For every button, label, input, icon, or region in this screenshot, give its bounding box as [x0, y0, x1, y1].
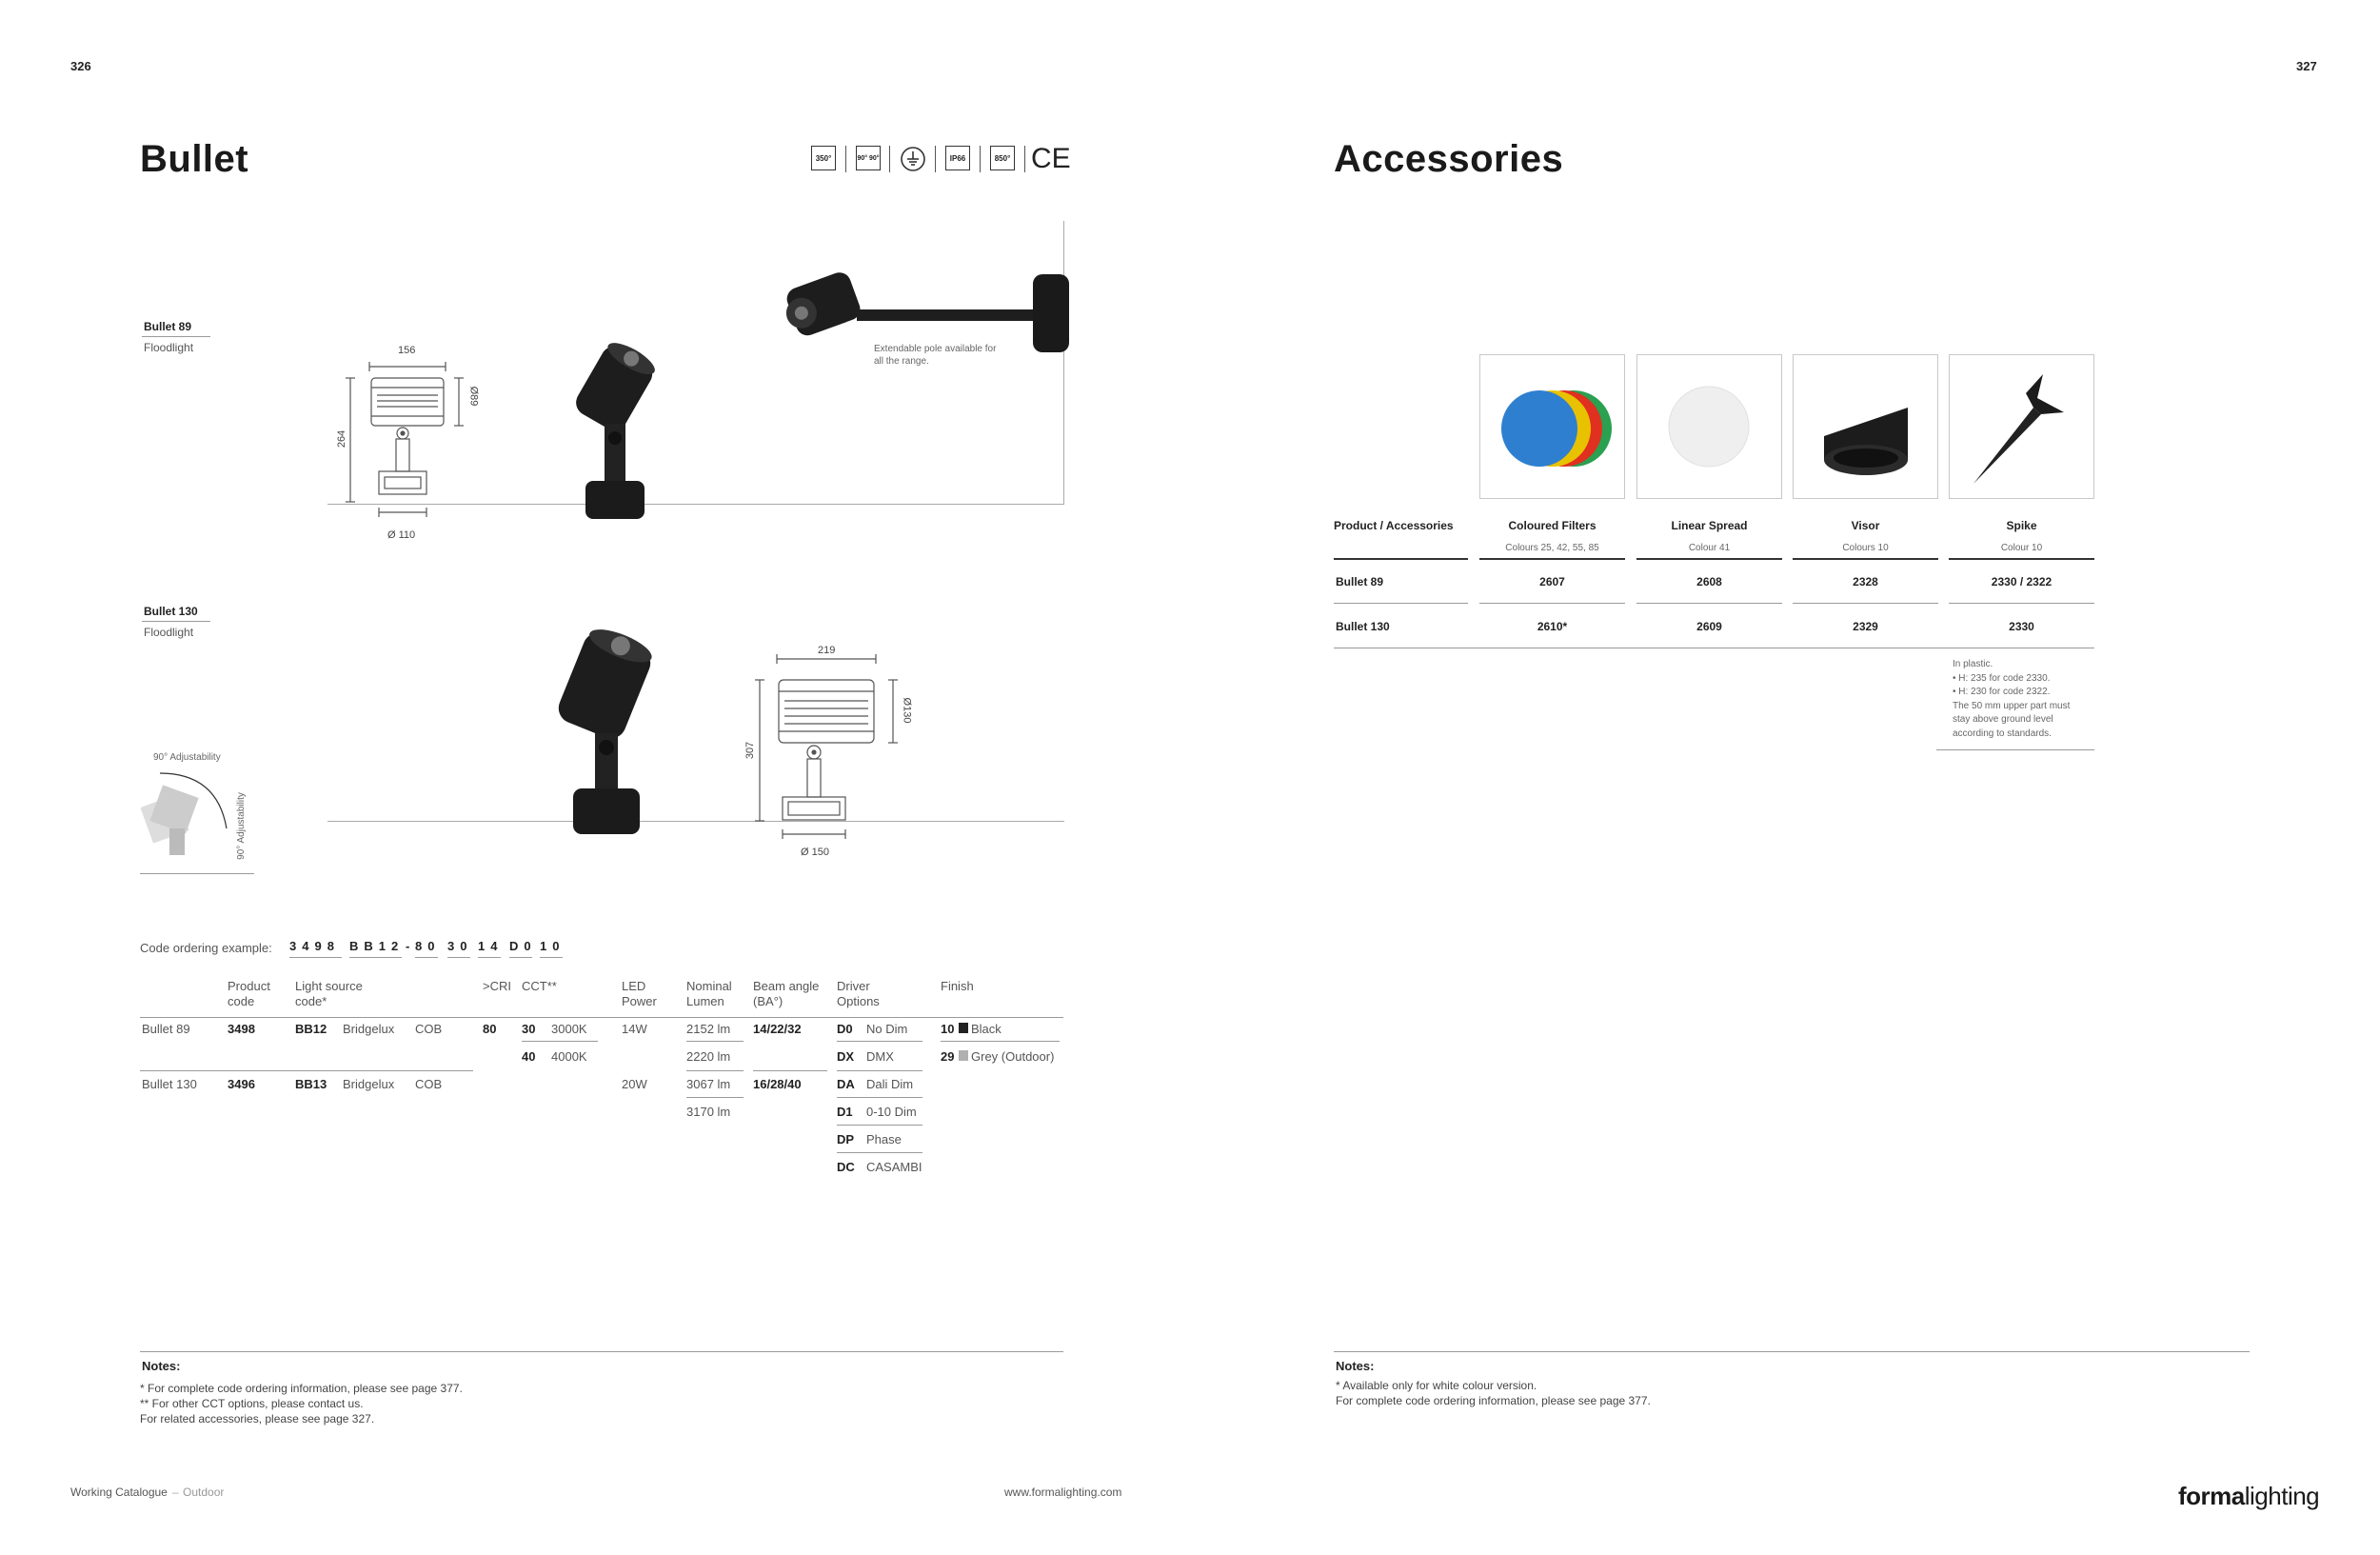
- driver-code-d1: D1: [837, 1105, 853, 1119]
- row-b89-ls-code: BB12: [295, 1022, 327, 1036]
- th-led-power: LED Power: [622, 979, 657, 1008]
- spike-image: [1949, 354, 2094, 499]
- row-b130-ls-code: BB13: [295, 1077, 327, 1091]
- row-b89-power: 14W: [622, 1022, 647, 1036]
- acc-b89-spike: 2330 / 2322: [1991, 575, 2053, 588]
- code-part-driver: D0: [509, 939, 537, 953]
- logo-lighting: lighting: [2244, 1482, 2320, 1510]
- bullet-89-product-render: [562, 343, 666, 533]
- row-b130-code: 3496: [228, 1077, 255, 1091]
- driver-label-no-dim: No Dim: [866, 1022, 908, 1036]
- th-nominal-lumen: Nominal Lumen: [686, 979, 732, 1008]
- b89-base-label: Ø 110: [387, 529, 416, 541]
- acc-b130-spread: 2609: [1696, 620, 1722, 633]
- row-b89-name: Bullet 89: [142, 1022, 190, 1036]
- b130-diameter-label: Ø130: [901, 697, 913, 724]
- pole-note: Extendable pole available for all the range.: [874, 344, 997, 367]
- th-product-code: Product code: [228, 979, 270, 1008]
- row-b89-beam: 14/22/32: [753, 1022, 802, 1036]
- lumen-1: 2152 lm: [686, 1022, 731, 1036]
- row-b130-name: Bullet 130: [142, 1077, 197, 1091]
- ce-mark-icon: CE: [1031, 143, 1071, 174]
- cct-code-30: 30: [522, 1022, 536, 1036]
- driver-code-d0: D0: [837, 1022, 853, 1036]
- spike-note-line-2: • H: 235 for code 2330.: [1953, 672, 2051, 684]
- th-cct: CCT**: [522, 979, 557, 993]
- b89-height-label: 264: [336, 429, 348, 449]
- row-b89-ls-type: COB: [415, 1022, 443, 1036]
- linear-spread-image: [1636, 354, 1782, 499]
- glow-wire-850-icon: 850°: [990, 146, 1015, 170]
- acc-row-b130-name: Bullet 130: [1336, 620, 1390, 633]
- row-b130-ls-brand: Bridgelux: [343, 1077, 395, 1091]
- driver-label-dali: Dali Dim: [866, 1077, 914, 1091]
- finish-swatch-grey: [959, 1050, 968, 1061]
- note-right-1: * Available only for white colour version.: [1336, 1379, 1537, 1392]
- adjust-side-label: 90° Adjustability: [235, 792, 247, 860]
- page-number-left: 326: [70, 59, 91, 73]
- col-visor-sub: Colours 10: [1842, 543, 1889, 553]
- finish-code-29: 29: [941, 1049, 955, 1064]
- driver-label-0-10: 0-10 Dim: [866, 1105, 917, 1119]
- code-part-cct: 30: [447, 939, 473, 953]
- code-part-dash: -: [406, 939, 410, 953]
- driver-label-dmx: DMX: [866, 1049, 894, 1064]
- acc-b130-visor: 2329: [1853, 620, 1878, 633]
- footer-section: Outdoor: [183, 1485, 225, 1499]
- product-name-bullet-130: Bullet 130: [144, 605, 198, 618]
- finish-code-10: 10: [941, 1022, 955, 1036]
- acc-header-label: Product / Accessories: [1334, 519, 1454, 532]
- footer-url[interactable]: www.formalighting.com: [1004, 1485, 1122, 1499]
- th-finish: Finish: [941, 979, 974, 993]
- row-b89-code: 3498: [228, 1022, 255, 1036]
- code-part-light-source: BB12: [349, 939, 405, 953]
- note-left-2: ** For other CCT options, please contact us.: [140, 1397, 364, 1410]
- bullet-130-product-render: [543, 628, 666, 843]
- acc-b89-filters: 2607: [1539, 575, 1565, 588]
- acc-b130-spike: 2330: [2009, 620, 2034, 633]
- ip66-icon: IP66: [945, 146, 970, 170]
- col-visor: Visor: [1851, 519, 1880, 532]
- b130-width-label: 219: [818, 645, 836, 656]
- notes-title-left: Notes:: [142, 1359, 181, 1373]
- spike-note-line-4: The 50 mm upper part must: [1953, 700, 2071, 711]
- th-light-source: Light source code*: [295, 979, 363, 1008]
- footer-separator: –: [172, 1485, 179, 1499]
- driver-label-phase: Phase: [866, 1132, 902, 1146]
- spike-note-line-5: stay above ground level: [1953, 714, 2053, 725]
- visor-image: [1793, 354, 1938, 499]
- col-linear-spread: Linear Spread: [1671, 519, 1748, 532]
- finish-label-grey: Grey (Outdoor): [971, 1049, 1055, 1064]
- col-spike: Spike: [2006, 519, 2037, 532]
- acc-row-b89-name: Bullet 89: [1336, 575, 1384, 588]
- lumen-2: 2220 lm: [686, 1049, 731, 1064]
- tilt-90-icon: 90° 90°: [856, 146, 881, 170]
- row-b89-ls-brand: Bridgelux: [343, 1022, 395, 1036]
- lumen-3: 3067 lm: [686, 1077, 731, 1091]
- code-part-finish: 10: [540, 939, 565, 953]
- driver-code-dp: DP: [837, 1132, 855, 1146]
- notes-title-right: Notes:: [1336, 1359, 1375, 1373]
- col-coloured-filters-sub: Colours 25, 42, 55, 85: [1505, 543, 1599, 553]
- col-coloured-filters: Coloured Filters: [1508, 519, 1597, 532]
- coloured-filters-image: [1479, 354, 1625, 499]
- row-b130-power: 20W: [622, 1077, 647, 1091]
- earth-ground-icon: [900, 146, 926, 172]
- product-type-bullet-130: Floodlight: [144, 626, 194, 639]
- spike-note-line-3: • H: 230 for code 2322.: [1953, 687, 2051, 697]
- product-type-bullet-89: Floodlight: [144, 341, 194, 354]
- logo-forma: forma: [2178, 1482, 2245, 1510]
- spike-note-line-1: In plastic.: [1953, 659, 1993, 669]
- th-beam-angle: Beam angle (BA°): [753, 979, 820, 1008]
- rotation-350-icon: 350°: [811, 146, 836, 170]
- page-title-bullet: Bullet: [140, 138, 249, 180]
- finish-swatch-black: [959, 1023, 968, 1033]
- col-spike-sub: Colour 10: [2000, 543, 2043, 553]
- acc-b130-filters: 2610*: [1537, 620, 1568, 633]
- b130-base-label: Ø 150: [801, 847, 829, 858]
- note-left-1: * For complete code ordering information, please see page 377.: [140, 1382, 463, 1395]
- driver-code-dx: DX: [837, 1049, 855, 1064]
- col-linear-spread-sub: Colour 41: [1688, 543, 1731, 553]
- bullet-130-dimension-drawing: [743, 638, 933, 867]
- note-right-2: For complete code ordering information, please see page 377.: [1336, 1394, 1651, 1407]
- page-number-right: 327: [2296, 59, 2317, 73]
- driver-code-da: DA: [837, 1077, 855, 1091]
- adjust-top-label: 90° Adjustability: [153, 752, 221, 763]
- driver-code-dc: DC: [837, 1160, 855, 1174]
- acc-b89-visor: 2328: [1853, 575, 1878, 588]
- formalighting-logo: [2178, 1482, 2319, 1511]
- footer-catalogue: Working Catalogue: [70, 1485, 168, 1499]
- adjustability-diagram: [141, 762, 246, 867]
- code-part-product: 3498: [289, 939, 340, 953]
- lumen-4: 3170 lm: [686, 1105, 731, 1119]
- cct-code-40: 40: [522, 1049, 536, 1064]
- code-example-label: Code ordering example:: [140, 941, 272, 955]
- code-part-beam: 14: [478, 939, 504, 953]
- row-b130-beam: 16/28/40: [753, 1077, 802, 1091]
- b130-height-label: 307: [744, 741, 757, 760]
- b89-width-label: 156: [398, 345, 416, 356]
- acc-b89-spread: 2608: [1696, 575, 1722, 588]
- b89-diameter-label: Ø89: [467, 386, 480, 407]
- row-cri: 80: [483, 1022, 497, 1036]
- driver-label-casambi: CASAMBI: [866, 1160, 922, 1174]
- product-name-bullet-89: Bullet 89: [144, 320, 192, 333]
- note-left-3: For related accessories, please see page 327.: [140, 1412, 375, 1425]
- cct-value-4000k: 4000K: [551, 1049, 587, 1064]
- bullet-89-dimension-drawing: [324, 338, 514, 548]
- th-driver: Driver Options: [837, 979, 880, 1008]
- finish-label-black: Black: [971, 1022, 1002, 1036]
- row-b130-ls-type: COB: [415, 1077, 443, 1091]
- th-cri: >CRI: [483, 979, 511, 993]
- page-title-accessories: Accessories: [1334, 138, 1564, 180]
- spike-note: [1953, 658, 2070, 741]
- code-part-cri: 80: [415, 939, 441, 953]
- cct-value-3000k: 3000K: [551, 1022, 587, 1036]
- spike-note-line-6: according to standards.: [1953, 728, 2052, 739]
